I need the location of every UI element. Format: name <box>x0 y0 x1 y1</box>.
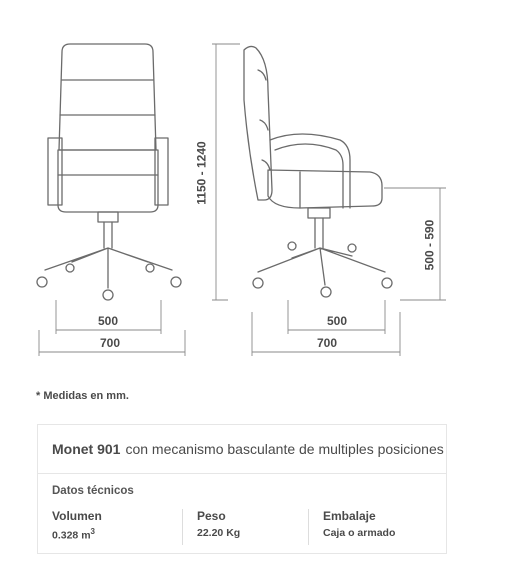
front-base-width: 700 <box>100 336 121 350</box>
product-description: con mecanismo basculante de multiples posiciones <box>125 441 444 457</box>
side-view-chair <box>244 46 392 297</box>
specs-title: Datos técnicos <box>52 485 134 497</box>
spec-superscript: 3 <box>90 527 95 536</box>
side-base-depth: 700 <box>317 336 338 350</box>
front-view-chair <box>37 44 181 300</box>
spec-embalaje <box>308 509 435 545</box>
dimension-lines <box>39 44 446 356</box>
spec-label: Volumen <box>52 509 102 523</box>
product-card <box>37 424 447 554</box>
seat-height: 500 - 590 <box>422 219 437 271</box>
spec-peso <box>182 509 309 545</box>
spec-label: Embalaje <box>323 509 376 523</box>
side-seat-depth: 500 <box>327 314 348 328</box>
measurement-note: * Medidas en mm. <box>36 390 129 402</box>
front-seat-width: 500 <box>98 314 119 328</box>
product-header <box>38 425 446 474</box>
product-model: Monet 901 <box>52 441 121 457</box>
spec-value: Caja o armado <box>323 527 396 539</box>
spec-label: Peso <box>197 509 226 523</box>
spec-volumen <box>52 509 182 545</box>
total-height: 1150 - 1240 <box>194 141 209 205</box>
spec-value: 22.20 Kg <box>197 527 241 539</box>
specs-row <box>52 509 436 545</box>
spec-value: 0.328 $m^3$ <box>52 527 95 542</box>
